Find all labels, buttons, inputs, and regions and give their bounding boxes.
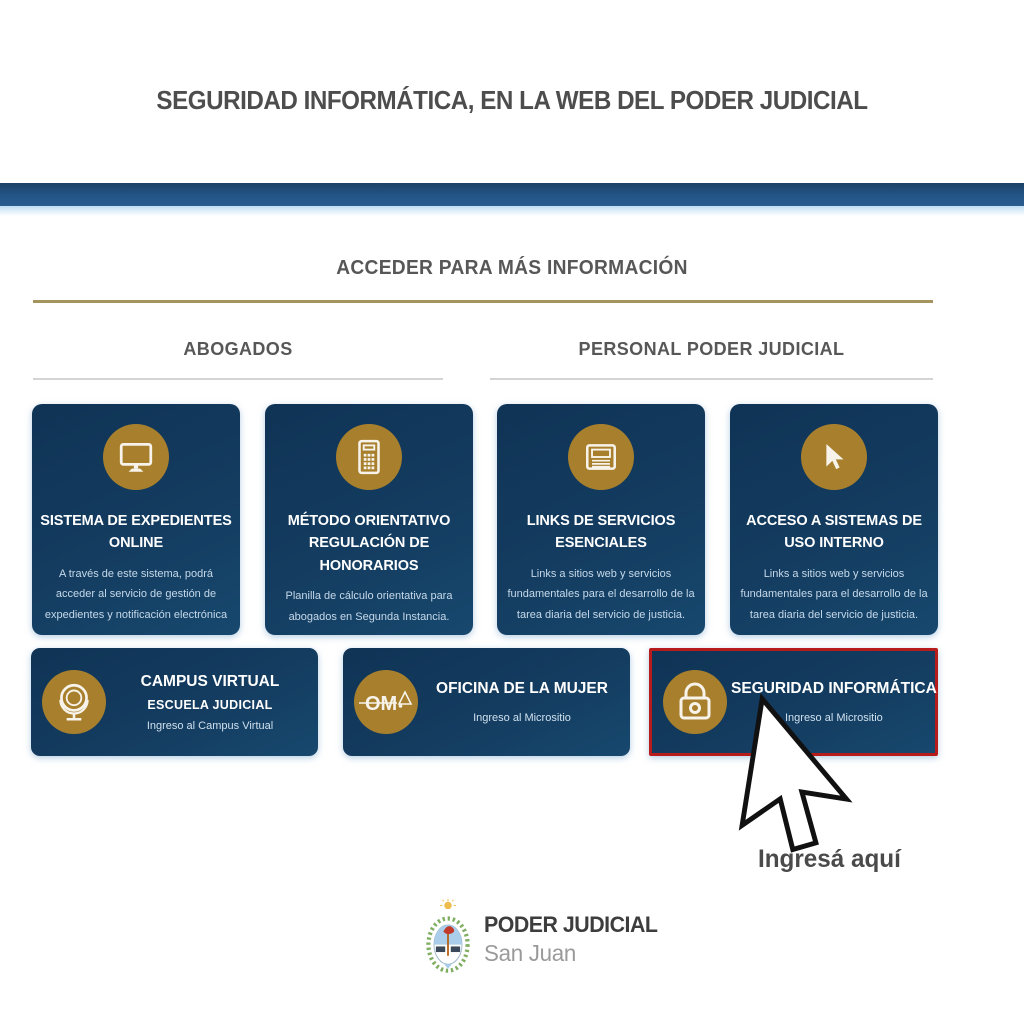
browser-lines-icon <box>568 424 634 490</box>
gold-divider <box>33 300 933 303</box>
card-oficina-mujer[interactable] <box>343 648 630 756</box>
card-acceso-interno[interactable] <box>730 404 938 635</box>
padlock-icon <box>663 670 727 734</box>
footer-org-name: PODER JUDICIAL <box>484 911 658 937</box>
section-heading: ACCEDER PARA MÁS INFORMACIÓN <box>336 257 688 279</box>
card-title: ACCESO A SISTEMAS DE USO INTERNO <box>746 513 922 552</box>
card-title: OFICINA DE LA MUJER <box>436 680 608 697</box>
card-metodo-honorarios[interactable] <box>265 404 473 635</box>
globe-icon <box>42 670 106 734</box>
svg-text:OM: OM <box>365 693 398 715</box>
card-title: SISTEMA DE EXPEDIENTES ONLINE <box>40 513 232 552</box>
card-title: LINKS DE SERVICIOS ESENCIALES <box>526 513 676 552</box>
card-title: CAMPUS VIRTUAL <box>140 672 280 690</box>
card-link-text: Ingreso al Micrositio <box>473 712 571 724</box>
card-sistema-expedientes[interactable] <box>32 404 240 635</box>
page-title: SEGURIDAD INFORMÁTICA, EN LA WEB DEL PODER JUDICIAL <box>156 85 868 115</box>
cursor-icon <box>801 424 867 490</box>
footer-region-name: San Juan <box>484 939 576 966</box>
column-header-abogados: ABOGADOS <box>183 339 293 359</box>
column-underline-left <box>33 378 443 380</box>
header-divider-glow <box>0 206 1024 216</box>
column-header-personal: PERSONAL PODER JUDICIAL <box>578 339 845 359</box>
card-description: Planilla de cálculo orientativa para abogados en Segunda Instancia. <box>285 590 453 623</box>
monitor-icon <box>103 424 169 490</box>
card-campus-virtual[interactable] <box>31 648 318 756</box>
cursor-pointer-annotation <box>732 692 873 868</box>
card-description: Links a sitios web y servicios fundamentales para el desarrollo de la tarea diaria del servicio de justicia. <box>507 567 695 621</box>
card-link-text: Ingreso al Campus Virtual <box>146 719 274 732</box>
card-links-servicios[interactable] <box>497 404 705 635</box>
header-divider-bar <box>0 183 1024 206</box>
card-description: A través de este sistema, podrá acceder al servicio de gestión de expedientes y notificación electrónica <box>44 567 228 621</box>
coat-of-arms-icon <box>420 898 476 980</box>
card-subtitle: ESCUELA JUDICIAL <box>147 697 273 712</box>
annotation-label: Ingresá aquí <box>758 845 901 873</box>
calculator-icon <box>336 424 402 490</box>
card-title: SEGURIDAD INFORMÁTICA <box>731 680 937 697</box>
card-description: Links a sitios web y servicios fundamentales para el desarrollo de la tarea diaria del servicio de justicia. <box>740 567 928 621</box>
card-title: MÉTODO ORIENTATIVO REGULACIÓN DE HONORARIOS <box>287 513 451 574</box>
card-link-text: Ingreso al Micrositio <box>784 712 883 724</box>
footer-logo <box>420 898 663 980</box>
column-underline-right <box>490 378 933 380</box>
om-logo-icon <box>354 670 418 734</box>
